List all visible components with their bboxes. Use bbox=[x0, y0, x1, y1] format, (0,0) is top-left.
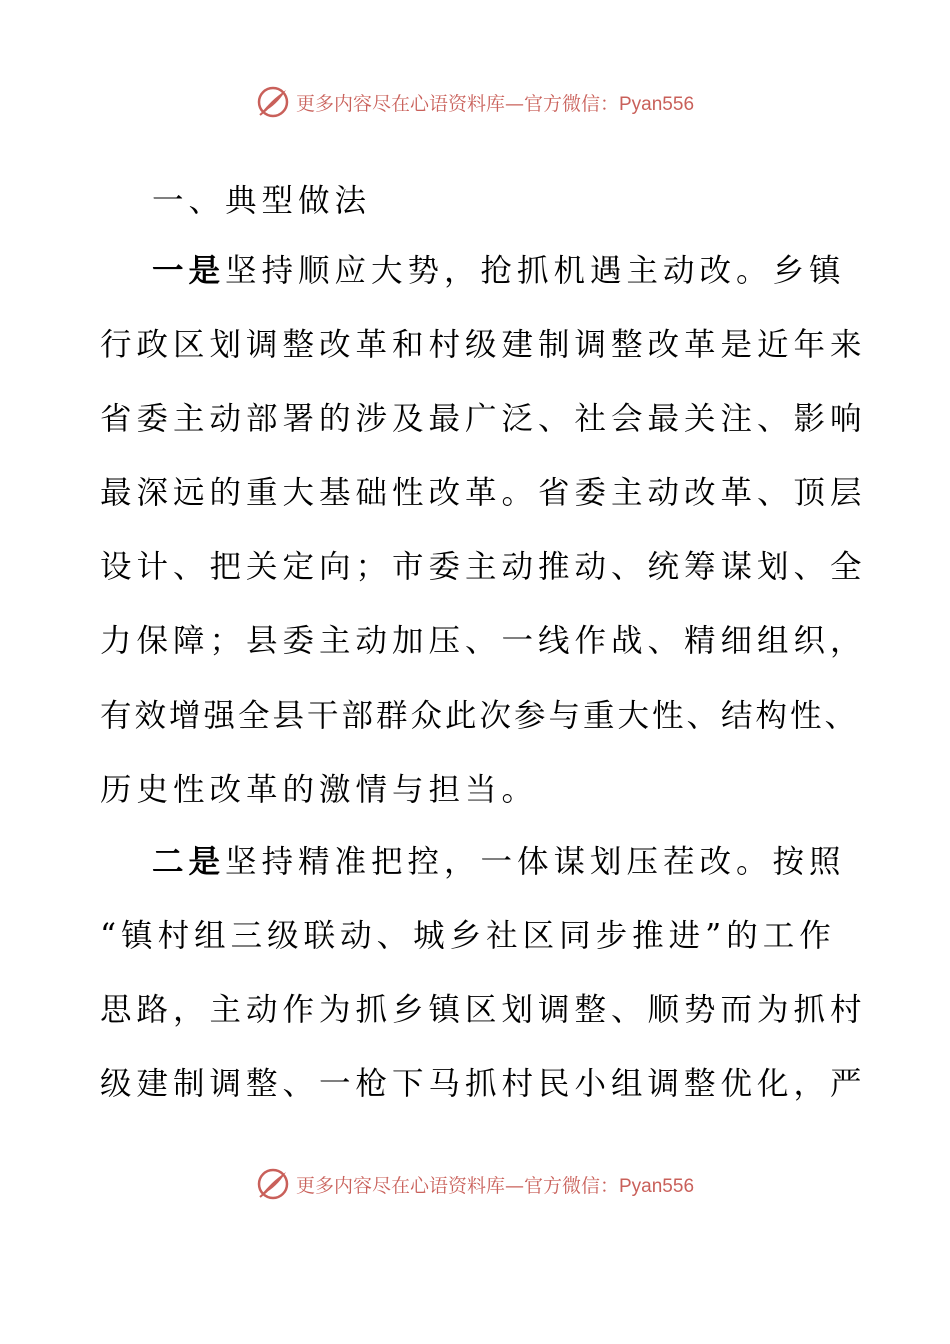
paragraph-1-line-2: 行政区划调整改革和村级建制调整改革是近年来 bbox=[100, 327, 867, 363]
banner-text: 更多内容尽在心语资料库—官方微信：Pyan556 bbox=[295, 92, 695, 115]
header-banner bbox=[0, 84, 950, 120]
wechat-id: Pyan556 bbox=[619, 1175, 695, 1197]
quill-logo-icon bbox=[256, 85, 290, 119]
paragraph-2-line-3: 思路，主动作为抓乡镇区划调整、顺势而为抓村 bbox=[100, 992, 867, 1028]
quill-logo-icon bbox=[256, 1167, 290, 1201]
paragraph-1-line-3: 省委主动部署的涉及最广泛、社会最关注、影响 bbox=[100, 401, 867, 437]
paragraph-lead: 一是 bbox=[152, 252, 226, 289]
paragraph-2-line-1: 二是坚持精准把控，一体谋划压茬改。按照 bbox=[152, 843, 846, 880]
paragraph-1-line-5: 设计、把关定向；市委主动推动、统筹谋划、全 bbox=[100, 549, 867, 585]
paragraph-lead: 二是 bbox=[152, 843, 226, 880]
paragraph-1-line-7: 有效增强全县干部群众此次参与重大性、结构性、 bbox=[100, 698, 860, 734]
section-heading: 一、典型做法 bbox=[152, 183, 372, 219]
paragraph-2-line-2: “镇村组三级联动、城乡社区同步推进”的工作 bbox=[100, 918, 836, 954]
paragraph-1-line-1: 一是坚持顺应大势，抢抓机遇主动改。乡镇 bbox=[152, 252, 846, 289]
paragraph-1-line-8: 历史性改革的激情与担当。 bbox=[100, 772, 539, 808]
paragraph-1-line-6: 力保障；县委主动加压、一线作战、精细组织， bbox=[100, 623, 867, 659]
banner-text: 更多内容尽在心语资料库—官方微信：Pyan556 bbox=[295, 1174, 695, 1197]
paragraph-2-line-4: 级建制调整、一枪下马抓村民小组调整优化，严 bbox=[100, 1066, 867, 1102]
paragraph-1-line-4: 最深远的重大基础性改革。省委主动改革、顶层 bbox=[100, 475, 867, 511]
wechat-id: Pyan556 bbox=[619, 93, 695, 115]
footer-banner bbox=[0, 1166, 950, 1202]
